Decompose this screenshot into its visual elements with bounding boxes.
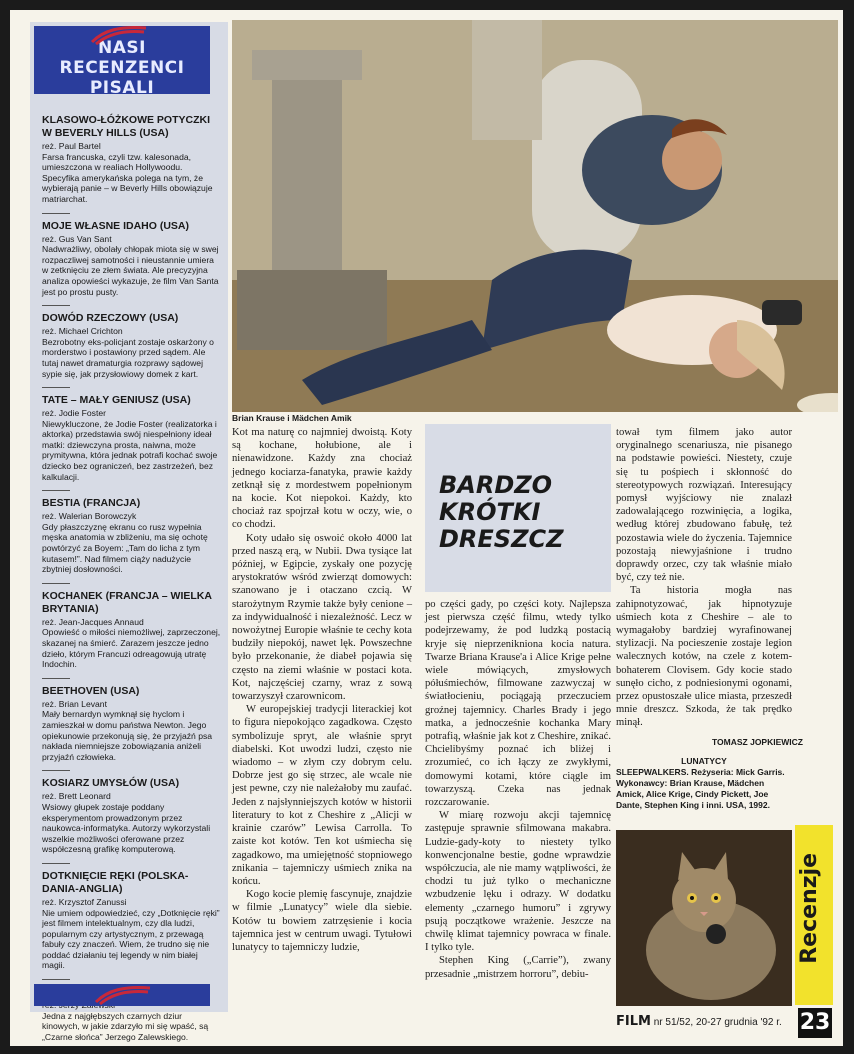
review-summary: Mały bernardyn wymknął się hyclom i zamieszkał w domu państwa Newton. Jego opiekunowie przekonują się, że przyjaźń psa nakłada niemniejsze zobowiązania aniżeli przyjaźń człowieka.: [42, 709, 213, 762]
page-footer: [616, 1014, 782, 1029]
divider: [42, 583, 70, 584]
article-title-box: [425, 424, 611, 592]
review-summary: Niewykluczone, że Jodie Foster (realizatorka i aktorka) przedstawia swój niespełniony ideał matki: dziewczyna prosta, naiwna, może prymitywna, która jednak potrafi kochać swoje dziecko bez ograniczeń, bez zastrzeżeń, bez kalkulacji.: [42, 418, 218, 482]
review-summary: Farsa francuska, czyli tzw. kalesonada, umieszczona w realiach Hollywoodu. Specyfika amerykańska polega na tym, że wybierają panie – w Beverly Hills obowiązuje matriarchat.: [42, 151, 213, 204]
review-summary: Bezrobotny eks-policjant zostaje oskarżony o morderstwo i postawiony przed sądem. Ale tutaj nawet dramaturgia rozprawy sądowej sypie się, jak przysłowiowy domek z kart.: [42, 336, 214, 379]
article-title: [439, 472, 564, 553]
sidebar-review-item: [42, 497, 222, 575]
review-summary: Nadwrażliwy, obolały chłopak miota się w swej rozpaczliwej samotności i nieustannie umiera w zetknięciu ze złem świata. Ale precyzyjna analiza opowieści wykazuje, że film Van Santa jest po prostu pusty.: [42, 244, 219, 297]
review-title: TATE – MAŁY GENIUSZ (USA): [42, 394, 191, 407]
review-summary: Gdy płaszczyznę ekranu co rusz wypełnia męska anatomia w zbliżeniu, ma się ochotę powtórzyć za Boyem: „Tam do licha z tym kutasem!”. Nad filmem ciąży nadużycie zbytniej dosłowności.: [42, 521, 208, 575]
review-director: reż. Jodie Foster: [42, 408, 106, 419]
red-swoosh-icon: [90, 24, 148, 46]
review-director: reż. Brian Levant: [42, 698, 107, 709]
divider: [42, 863, 70, 864]
sidebar-title-line-1: NASI RECENZENCI: [59, 38, 185, 78]
divider: [42, 490, 70, 491]
photo-caption: Brian Krause i Mädchen Amik: [232, 413, 352, 423]
cat-photo: [616, 830, 792, 1006]
magazine-brand: FILM: [616, 1014, 651, 1029]
film-still-illustration: [232, 20, 838, 412]
divider: [42, 387, 70, 388]
film-info-box: [616, 756, 792, 811]
paragraph: W miarę rozwoju akcji tajemnicę zastępuje sprawnie sfilmowana makabra. Ludzie-gady-koty to niestety tylko konwencjonalne bestie, godne wprawdzie współczucia, ale nie mamy wątpliwości, że chodzi tu już tylko o mechaniczne wzbudzenie lęku i odrazy. W dodatku elementy „czarnego humoru” i zgrywy psują początkowe wrażenie. Jeszcze na chwilę klimat tajemnicy powraca w finale. I tylko tyle.: [425, 810, 611, 954]
sidebar-review-item: [42, 685, 222, 763]
film-info-text: SLEEPWALKERS. Reżyseria: Mick Garris. Wykonawcy: Brian Krause, Mädchen Amick, Alice Krige, Cindy Pickett, Joe Dante, Stephen King i inni. USA, 1992.: [616, 767, 785, 810]
title-line: KRÓTKI: [439, 498, 541, 526]
article-column-3: [616, 426, 792, 730]
review-director: reż. Michael Crichton: [42, 326, 123, 337]
sidebar-review-item: [42, 590, 222, 670]
review-title: KLASOWO-ŁÓŻKOWE POTYCZKI W BEVERLY HILLS (USA): [42, 114, 210, 139]
paragraph: Koty udało się oswoić około 4000 lat przed naszą erą, w Nubii. Dwa tysiące lat później, w Egipcie, zyskały one pozycję arystokratów wśród zwierząt domowych: szanowano je i otaczano czcią. W starożytnym Rzymie także były cenione – za indywidualność i niezależność. Lecz w nowożytnej Europie właśnie te cechy kota budziły niepokój, nawet lęk. Powszechne było przekonanie, że diabeł pojawia się często na ziemi właśnie w postaci kota. Kot, najczęściej czarny, wraz z sową towarzyszył czarownicom.: [232, 532, 412, 703]
sidebar-review-item: [42, 870, 222, 971]
author-name: TOMASZ JOPKIEWICZ: [712, 737, 803, 747]
title-line: BARDZO: [439, 471, 553, 499]
review-title: KOCHANEK (FRANCJA – WIELKA BRYTANIA): [42, 589, 212, 615]
paragraph: W europejskiej tradycji literackiej kot to figura niepokojąco zagadkowa. Często symbolizuje spryt, ale właśnie spryt diabelski. Kot uwodzi ludzi, często nie wiadomo – w złym czy dobrym celu. Dobrze jest go się strzec, ale wcale nie jest pewne, czy nie należałoby mu zaufać. Jeden z najsłynniejszych kotów w historii literatury to kot z Cheshire z „Alicji w krainie czarów” Lewisa Carrolla. To zaiste kot kotów. Ten kot uśmiecha się zagadkowo, ma umiejętność stopniowego znikania – tajemniczy uśmiech znika na końcu.: [232, 704, 412, 887]
sidebar-review-item: [42, 777, 222, 855]
paragraph: po części gady, po części koty. Najlepsza jest pierwsza część filmu, wtedy tylko podejrzewamy, że pod ludzką postacią kryje się nieprzenikniona kocia natura. Twarze Briana Krause'a i Alice Krige pełne wiele mówiących, zmysłowych półuśmiechów, filmowane zazwyczaj w światłocieniu, pociągają przeczuciem groźnej tajemnicy. Charles Brady i jego matka, a jednocześnie kochanka Mary potrafią, właśnie jak kot z Cheshire, znikać. Chcielibyśmy poznać ich bliżej i zrozumieć, co ich łączy ze zwykłymi, domowymi kotami, które ciągle im towarzyszą. Czeka nas jednak rozczarowanie.: [425, 599, 611, 809]
divider: [42, 979, 70, 980]
paragraph: Stephen King („Carrie”), zwany przesadnie „mistrzem horroru”, debiu-: [425, 955, 611, 980]
film-info-heading: LUNATYCY: [681, 756, 727, 766]
review-title: KOSIARZ UMYSŁÓW (USA): [42, 777, 180, 790]
sidebar-review-item: [42, 394, 222, 482]
reviews-sidebar: [30, 22, 228, 1042]
issue-info: nr 51/52, 20-27 grudnia '92 r.: [653, 1017, 782, 1028]
paragraph: tował tym filmem jako autor oryginalnego scenariusza, nie pisanego na podstawie powieści. Niestety, czuje się tu pośpiech i skłonność do stereotypowych rozwiązań. Interesujący pomysł wyjściowy nie znalazł zadowalającego rozwinięcia, a logika, według której zbudowano fabułę, też pozostawia wiele do życzenia. Tajemnice pozostają niewyjaśnione i trudno doprawdy orzec, czy tak właśnie miało być, czy też nie.: [616, 427, 792, 584]
review-title: BESTIA (FRANCJA): [42, 497, 141, 510]
review-summary: Opowieść o miłości niemożliwej, zaprzeczonej, skazanej na śmierć. Zarazem jeszcze jedno dzieło, którym Francuzi odreagowują utratę Indochin.: [42, 627, 221, 670]
review-director: reż. Paul Bartel: [42, 141, 101, 151]
cat-illustration: [616, 830, 792, 1006]
paragraph: Ta historia mogła nas zahipnotyzować, jak hipnotyzuje uśmiech kota z Cheshire – ale to wymagałoby bardziej wyrafinowanej stylizacji. Na pocieszenie zostaje legion walecznych kotów, na czele z kotem-bohaterem Clovisem. Gdy kocie stado sunęło cicho, z podniesionymi ogonami, przez opustoszałe ulice miasta, przeszedł mnie dreszcz. Szkoda, że tak prędko minął.: [616, 585, 792, 729]
divider: [42, 305, 70, 306]
divider: [42, 213, 70, 214]
sidebar-review-list: [42, 114, 222, 1050]
divider: [42, 678, 70, 679]
magazine-page: [10, 10, 843, 1046]
review-summary: Jedna z najgłębszych czarnych dziur kinowych, w jakie zdarzyło mi się wpaść, są „Czarne słońca” Jerzego Zalewskiego.: [42, 1010, 209, 1042]
review-summary: Wsiowy głupek zostaje poddany eksperymentom prowadzonym przez naukowca-informatyka. Autorzy wykorzystali wszelkie możliwości oferowane przez współczesną grafikę komputerową.: [42, 801, 211, 855]
section-tab: [795, 825, 833, 1005]
red-swoosh-icon: [94, 984, 152, 1006]
sidebar-review-item: [42, 312, 222, 379]
review-director: reż. Gus Van Sant: [42, 233, 112, 244]
paragraph: Kogo kocie plemię fascynuje, znajdzie w filmie „Lunatycy” wiele dla siebie. Kotów tu bowiem zatrzęsienie i kocia tajemnica jest w centrum uwagi. Tytułowi lunatycy to tajemniczy ludzie,: [232, 889, 412, 953]
paragraph: Kot ma naturę co najmniej dwoistą. Koty są kochane, hołubione, ale i nienawidzone. Każdy zna chociaż jednego kociarza-fanatyka, prawie każdy zetknął się z mordestwem popełnionym na kocie. Kot niepokoi. Każdy, kto chociaż raz spojrzał kotu w oczy, wie, o co chodzi.: [232, 427, 412, 531]
page-number: 23: [798, 1008, 832, 1038]
sidebar-review-item: [42, 220, 222, 298]
section-label: Recenzje: [797, 853, 822, 964]
review-director: reż. Krzysztof Zanussi: [42, 896, 127, 907]
film-still-photo: [232, 20, 838, 412]
review-director: reż. Walerian Borowczyk: [42, 511, 137, 522]
article-column-1: [232, 426, 412, 954]
review-summary: Nie umiem odpowiedzieć, czy „Dotknięcie ręki” jest filmem intelektualnym, czy dla ludzi, popularnym czy artystycznym, z przewagą fabuły czy znaczeń. Wiem, że trudno się nie poddać działaniu tej legendy w nim białej magii.: [42, 907, 220, 971]
review-director: reż. Jean-Jacques Annaud: [42, 616, 144, 627]
sidebar-title-line-2: PISALI: [89, 78, 155, 98]
review-title: MOJE WŁASNE IDAHO (USA): [42, 219, 189, 232]
article-column-2: [425, 598, 611, 981]
review-title: DOWÓD RZECZOWY (USA): [42, 312, 179, 325]
title-line: DRESZCZ: [439, 525, 564, 553]
review-title: DOTKNIĘCIE RĘKI (POLSKA-DANIA-ANGLIA): [42, 869, 189, 895]
review-title: BEETHOVEN (USA): [42, 684, 140, 697]
sidebar-review-item: [42, 114, 222, 205]
divider: [42, 770, 70, 771]
review-director: reż. Brett Leonard: [42, 791, 111, 802]
